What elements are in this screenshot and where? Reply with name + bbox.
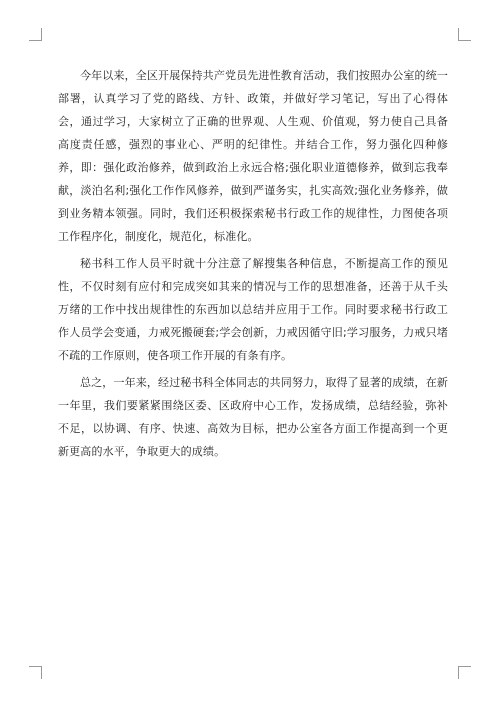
- paragraph: 总之，一年来，经过秘书科全体同志的共同努力，取得了显著的成绩，在新一年里，我们要紧紧围绕区委、区政府中心工作，发扬成绩，总结经验，弥补不足，以协调、有序、快速、高效为目标，把办公室各方面工作提高到一个更新更高的水平，争取更大的成绩。: [58, 376, 448, 458]
- paragraph: 今年以来，全区开展保持共产党员先进性教育活动，我们按照办公室的统一部署，认真学习了党的路线、方针、政策，并做好学习笔记，写出了心得体会，通过学习，大家树立了正确的世界观、人生观、价值观，努力使自己具备高度责任感，强烈的事业心、严明的纪律性。并结合工作，努力强化四种修养，即：强化政治修养，做到政治上永远合格;强化职业道德修养，做到忘我奉献，淡泊名利;强化工作作风修养，做到严谨务实，扎实高效;强化业务修养，做到业务精本领强。同时，我们还积极探索秘书行政工作的规律性，力图使各项工作程序化，制度化，规范化，标准化。: [58, 69, 448, 243]
- crop-mark-bottom-right: [458, 666, 471, 679]
- crop-mark-top-right: [458, 28, 471, 41]
- document-body: [58, 64, 448, 467]
- paragraph: 秘书科工作人员平时就十分注意了解搜集各种信息，不断提高工作的预见性，不仅时刻有应付和完成突如其来的情况与工作的思想准备，还善于从千头万绪的工作中找出规律性的东西加以总结并应用于工作。同时要求秘书行政工作人员学会变通，力戒死搬硬套;学会创新，力戒因循守旧;学习服务，力戒只堵不疏的工作原则，使各项工作开展的有条有序。: [58, 257, 448, 362]
- crop-mark-top-left: [29, 28, 42, 41]
- crop-mark-bottom-left: [29, 666, 42, 679]
